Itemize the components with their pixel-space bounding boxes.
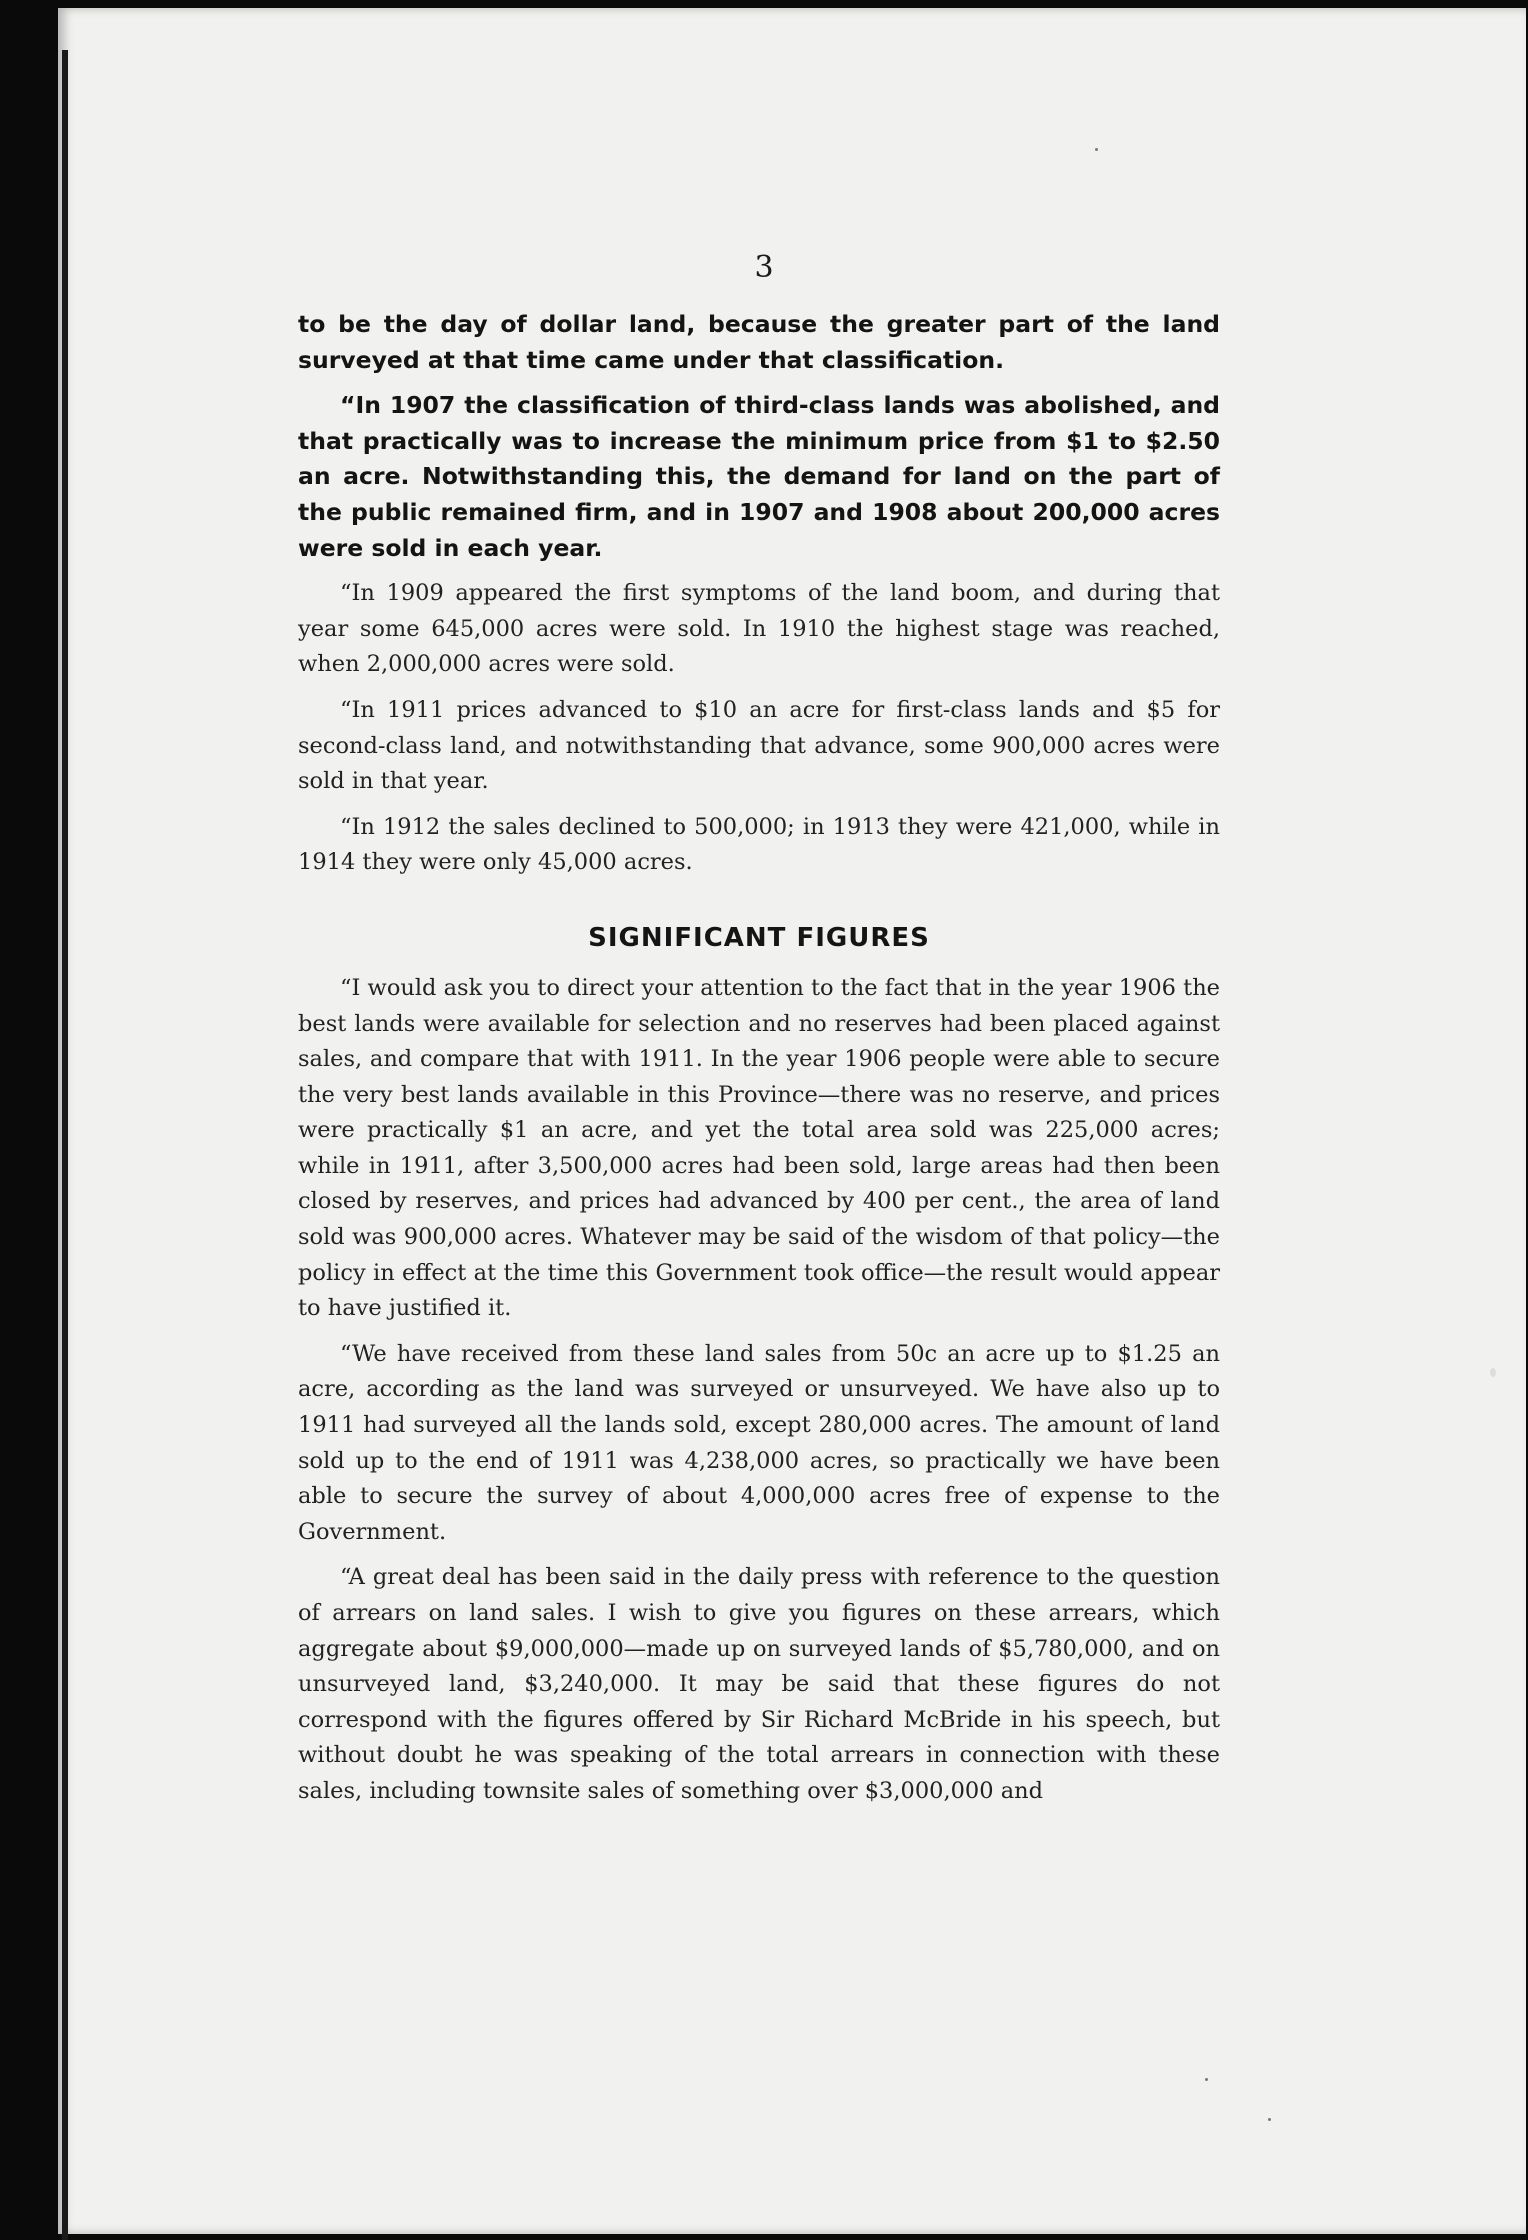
paragraph: “A great deal has been said in the daily press with reference to the question of arrears on land sales. I wish to give you figures on these arrears, which aggregate about $9,000,000—made up on surveyed lands of $5,780,000, and on unsurveyed land, $3,240,000. It may be said that these figures do not correspond with the figures offered by Sir Richard McBride in his speech, but without doubt he was speaking of the total arrears in connection with these sales, including townsite sales of something over $3,000,000 and bbox=[298, 1564, 1220, 1804]
paragraph: “I would ask you to direct your attention to the fact that in the year 1906 the best lands were available for selection and no reserves had been placed against sales, and compare that with 1911. In the year 1906 people were able to secure the very best lands available in this Province—there was no reserve, and prices were practically $1 an acre, and yet the total area sold was 225,000 acres; while in 1911, after 3,500,000 acres had been sold, large areas had then been closed by reserves, and prices had advanced by 400 per cent., the area of land sold was 900,000 acres. Whatever may be said of the wisdom of that policy—the policy in effect at the time this Government took office—the result would appear to have justified it. bbox=[298, 974, 1220, 1322]
page-number: 3 bbox=[754, 250, 774, 285]
binding-edge bbox=[62, 50, 68, 2240]
scan-speck bbox=[1490, 1368, 1496, 1377]
scan-speck bbox=[1205, 2078, 1208, 2081]
paragraph: “In 1911 prices advanced to $10 an acre for first-class lands and $5 for second-class land, and notwithstanding that advance, some 900,000 acres were sold in that year. bbox=[298, 696, 1220, 795]
paragraph: “In 1907 the classification of third-class lands was abolished, and that practically was to increase the minimum price from $1 to $2.50 an acre. Notwithstanding this, the demand for land on the part of the public remained firm, and in 1907 and 1908 about 200,000 acres were sold in each year. bbox=[298, 391, 1220, 562]
paragraph: “We have received from these land sales from 50c an acre up to $1.25 an acre, according as the land was surveyed or unsurveyed. We have also up to 1911 had surveyed all the lands sold, except 280,000 acres. The amount of land sold up to the end of 1911 was 4,238,000 acres, so practically we have been able to secure the survey of about 4,000,000 acres free of expense to the Government. bbox=[298, 1340, 1220, 1545]
scan-speck bbox=[1268, 2118, 1271, 2121]
body-text bbox=[298, 307, 1220, 1820]
scan-speck bbox=[1095, 148, 1098, 151]
section-heading: SIGNIFICANT FIGURES bbox=[588, 922, 930, 953]
paragraph: “In 1909 appeared the first symptoms of the land boom, and during that year some 645,000 acres were sold. In 1910 the highest stage was reached, when 2,000,000 acres were sold. bbox=[298, 580, 1220, 678]
paragraph: to be the day of dollar land, because the greater part of the land surveyed at that time came under that classification. bbox=[298, 310, 1220, 374]
paragraph: “In 1912 the sales declined to 500,000; in 1913 they were 421,000, while in 1914 they were only 45,000 acres. bbox=[298, 813, 1220, 876]
